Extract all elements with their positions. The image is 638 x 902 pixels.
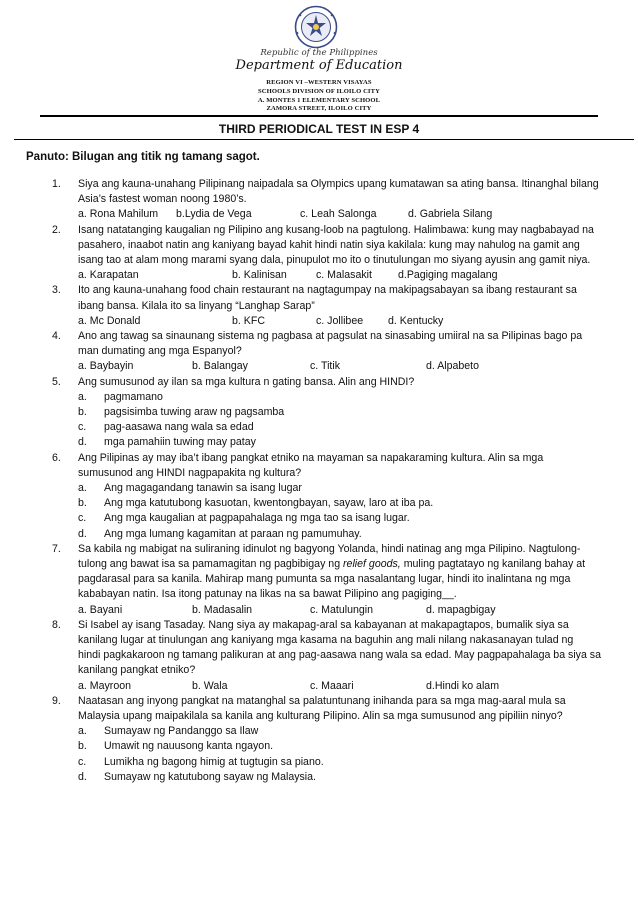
question-number: 2.	[52, 223, 61, 236]
choice-b[interactable]: b. Kalinisan	[232, 269, 287, 282]
choice-d[interactable]: d. Ang mga lumang kagamitan at paraan ng pamumuhay.	[78, 527, 362, 540]
division-line: SCHOOLS DIVISION OF ILOILO CITY	[258, 88, 380, 95]
test-title: THIRD PERIODICAL TEST IN ESP 4	[218, 122, 420, 136]
question-text: Ang Pilipinas ay may iba’t ibang pangkat etniko na mayaman sa napakaraming kultura. Alin sa mga	[78, 451, 544, 464]
choice-b[interactable]: b.Lydia de Vega	[176, 208, 252, 221]
choice-a[interactable]: a. Mc Donald	[78, 314, 141, 327]
question-text: man dumating ang mga Espanyol?	[78, 345, 242, 358]
deped-seal-icon	[286, 5, 346, 49]
choice-c[interactable]: c. Leah Salonga	[300, 208, 377, 221]
choice-b[interactable]: b. Umawit ng nauusong kanta ngayon.	[78, 740, 274, 753]
choice-a[interactable]: a. Bayani	[78, 603, 123, 616]
question-text: tulong ang bawat isa sa pamamagitan ng pagbibigay ng relief goods, muling pagtatayo ng kanilang bahay at	[78, 558, 586, 571]
choice-d[interactable]: d. Sumayaw ng katutubong sayaw ng Malaysia.	[78, 770, 316, 783]
question-number: 3.	[52, 284, 61, 297]
choice-list	[78, 481, 608, 542]
address-line: ZAMORA STREET, ILOILO CITY	[266, 105, 372, 112]
choice-a[interactable]: a. Ang magagandang tanawin sa isang lugar	[78, 482, 302, 494]
question-3	[52, 283, 608, 329]
question-number: 1.	[52, 178, 61, 190]
choice-c[interactable]: c. Titik	[310, 360, 341, 373]
choice-d[interactable]: d. mapagbigay	[426, 603, 496, 616]
question-number: 6.	[52, 451, 61, 464]
title-divider	[14, 139, 634, 140]
question-number: 5.	[52, 375, 61, 388]
choice-d[interactable]: d. Alpabeto	[426, 360, 480, 373]
question-text: Sa kabila ng mabigat na suliraning idinulot ng bagyong Yolanda, hindi natinag ang mga Pilipino. Nagtulong-	[78, 542, 581, 555]
choice-b[interactable]: b. Balangay	[192, 360, 248, 373]
question-text: Malaysia upang maipakilala sa kanila ang kulturang Pilipino. Alin sa mga sumusunod ang pipiliin ninyo?	[78, 710, 563, 723]
choices-row	[78, 207, 608, 222]
instruction: Panuto: Bilugan ang titik ng tamang sagot.	[26, 151, 260, 163]
choices-row	[78, 679, 608, 694]
question-text: ibang bansa. Kilala ito sa linyang “Langhap Sarap”	[78, 299, 315, 312]
choice-d[interactable]: d. Gabriela Silang	[408, 208, 493, 221]
choice-b[interactable]: b. Ang mga katutubong kasuotan, kwentongbayan, sayaw, laro at iba pa.	[78, 497, 434, 510]
choice-c[interactable]: c. Malasakit	[316, 269, 372, 282]
department-name: Department of Education	[235, 58, 403, 73]
choice-d[interactable]: d.Pagiging magalang	[398, 269, 498, 282]
choice-b[interactable]: b. Madasalin	[192, 603, 253, 616]
question-text: isang tao at alam mong marami syang dala, pinupulot mo ito o tinutulungan mo siyang ayusin ang gamit niya.	[78, 254, 591, 266]
question-text: Si Isabel ay isang Tasaday. Nang siya ay makapag-aral sa kabayanan at makapagtapos, bumalik siya sa	[78, 618, 569, 631]
question-1	[52, 177, 608, 223]
question-number: 9.	[52, 694, 61, 707]
choice-list	[78, 724, 608, 785]
question-text: kababayan natin. Isa itong patunay na likas na sa bawat Pilipino ang pagiging__.	[78, 588, 457, 601]
question-4	[52, 329, 608, 375]
question-text: Asia’s fastest woman noong 1980’s.	[78, 193, 247, 206]
question-8	[52, 618, 608, 694]
choice-a[interactable]: a. Rona Mahilum	[78, 208, 159, 221]
choice-a[interactable]: a. Sumayaw ng Pandanggo sa Ilaw	[78, 725, 259, 738]
question-text: kanilang lugar at tinulungan ang kaniyang mga kasama na baguhin ang mali nilang nakasanayan tulad ng	[78, 634, 574, 647]
question-text: Ano ang tawag sa sinaunang sistema ng pagbasa at pagsulat na sinasabing umiiral na sa Pilipinas bago pa	[78, 329, 583, 342]
choice-c[interactable]: c. Jollibee	[316, 314, 364, 327]
choice-b[interactable]: b. KFC	[232, 314, 265, 327]
choices-row	[78, 359, 608, 374]
choice-b[interactable]: b. pagsisimba tuwing araw ng pagsamba	[78, 405, 285, 418]
region-line: REGION VI –WESTERN VISAYAS	[266, 79, 372, 86]
question-9	[52, 694, 608, 785]
question-text: hindi pagkakaroon ng tamang palikuran at ang pag-aasawa nang wala sa edad. May pagpapahalaga ba siya sa	[78, 649, 601, 662]
question-text: Isang natatanging kaugalian ng Pilipino ang kusang-loob na pagtulong. Halimbawa: kung may nagbabayad na	[78, 223, 594, 236]
choice-d[interactable]: d. Kentucky	[388, 314, 444, 327]
choice-c[interactable]: c. Ang mga kaugalian at pagpapahalaga ng mga tao sa isang lugar.	[78, 512, 410, 525]
choice-b[interactable]: b. Wala	[192, 679, 228, 692]
question-text: pagdarasal para sa kanila. Mahirap mang pumunta sa mga nasalantang lugar, hindi ito inalintana ng mga	[78, 573, 571, 586]
choice-a[interactable]: a. Karapatan	[78, 269, 139, 282]
choices-row	[78, 314, 608, 329]
question-5	[52, 375, 608, 451]
choice-c[interactable]: c. Lumikha ng bagong himig at tugtugin sa piano.	[78, 755, 324, 768]
question-text: sumusunod ang HINDI nagpapakita ng kultura?	[78, 466, 302, 479]
header-divider	[40, 115, 598, 117]
question-text: kanilang pangkat etniko?	[78, 664, 196, 677]
question-7	[52, 542, 608, 618]
choice-c[interactable]: c. Maaari	[310, 679, 354, 692]
question-6	[52, 451, 608, 542]
choice-c[interactable]: c. pag-aasawa nang wala sa edad	[78, 421, 254, 434]
question-text: Ito ang kauna-unahang food chain restaurant na nagtagumpay na makipagsabayan sa ibang restaurant sa	[78, 284, 577, 297]
question-text: Ang sumusunod ay ilan sa mga kultura n gating bansa. Alin ang HINDI?	[78, 375, 415, 388]
choice-a[interactable]: a. Mayroon	[78, 679, 131, 692]
republic-line: Republic of the Philippines	[260, 48, 378, 58]
choices-row	[78, 603, 608, 618]
question-number: 7.	[52, 542, 61, 555]
choices-row	[78, 268, 608, 283]
question-number: 8.	[52, 618, 61, 631]
choice-a[interactable]: a. pagmamano	[78, 390, 163, 403]
choice-c[interactable]: c. Matulungin	[310, 603, 374, 616]
school-line: A. MONTES 1 ELEMENTARY SCHOOL	[257, 97, 381, 104]
question-text: Naatasan ang inyong pangkat na matanghal sa palatuntunang inihanda para sa mga mag-aaral mula sa	[78, 694, 566, 707]
question-number: 4.	[52, 329, 61, 342]
question-text: pasahero, inaabot natin ang kaniyang bayad kahit hindi natin siya kakilala: kung may nahulog na gamit ang	[78, 238, 580, 251]
question-text: Siya ang kauna-unahang Pilipinang naipadala sa Olympics upang kumatawan sa ating bansa. Itinanghal bilang	[78, 178, 599, 190]
choice-a[interactable]: a. Baybayin	[78, 360, 134, 373]
choice-list	[78, 390, 608, 451]
choice-d[interactable]: d.Hindi ko alam	[426, 679, 500, 692]
question-2	[52, 223, 608, 284]
question-list	[52, 177, 608, 785]
choice-d[interactable]: d. mga pamahiin tuwing may patay	[78, 436, 256, 449]
